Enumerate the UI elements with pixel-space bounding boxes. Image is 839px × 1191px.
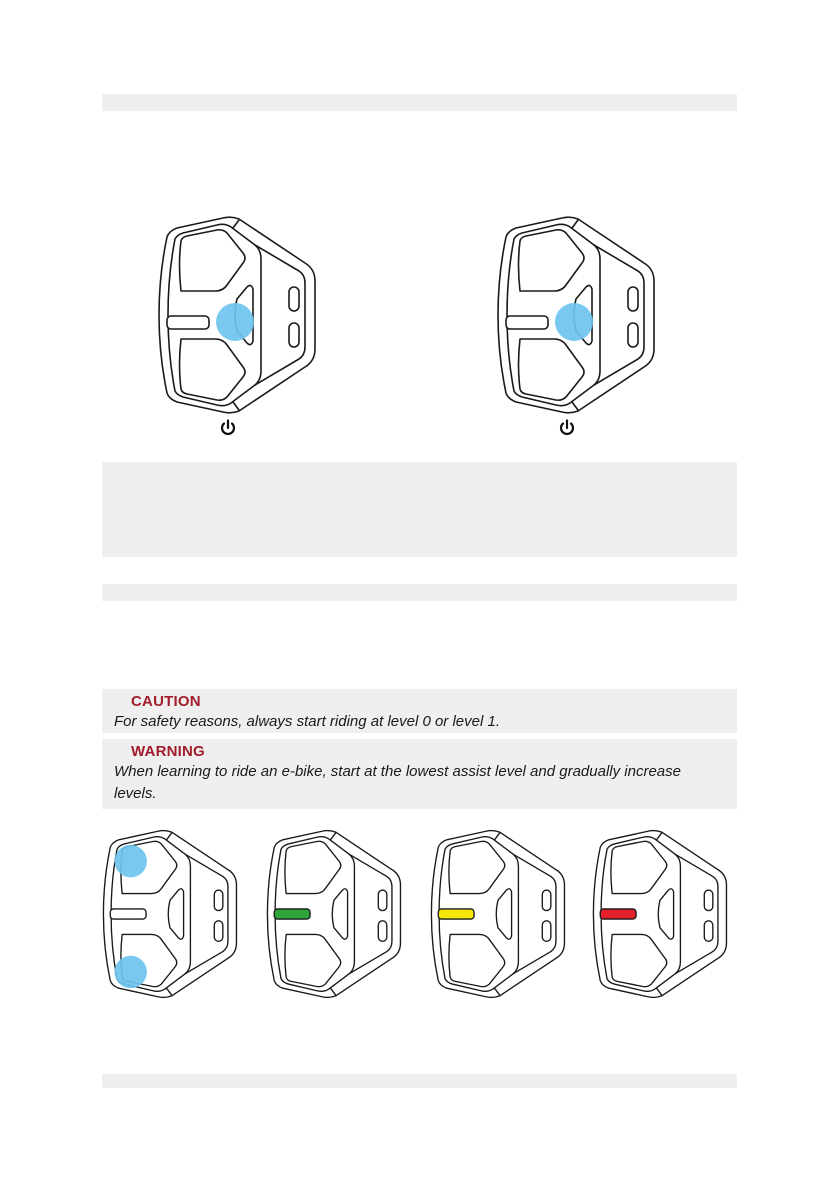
- level-indicator-red: [600, 909, 636, 919]
- section-header-bar-1: [102, 94, 737, 111]
- remote-level-buttons: [100, 828, 245, 1000]
- caution-title: CAUTION: [131, 693, 201, 710]
- level-indicator-green: [274, 909, 310, 919]
- press-highlight: [555, 303, 593, 341]
- section-header-bar-3: [102, 1074, 737, 1088]
- info-panel: [102, 462, 737, 557]
- warning-text: When learning to ride an e-bike, start at the lowest assist level and gradually increase levels.: [114, 763, 681, 802]
- power-icon: [557, 418, 577, 443]
- warning-title: WARNING: [131, 743, 205, 760]
- press-highlight: [216, 303, 254, 341]
- level-indicator-bar: [167, 316, 209, 329]
- press-highlight-down: [115, 956, 147, 988]
- remote-illustration-left: [155, 215, 325, 415]
- remote-illustration-right: [494, 215, 664, 415]
- warning-notice: [102, 739, 737, 809]
- section-header-bar-2: [102, 584, 737, 601]
- caution-notice: [102, 689, 737, 733]
- power-icon: [218, 418, 238, 443]
- level-indicator-bar: [110, 909, 146, 919]
- caution-text: For safety reasons, always start riding at level 0 or level 1.: [114, 713, 501, 730]
- press-highlight-up: [115, 845, 147, 877]
- remote-level-red: [590, 828, 735, 1000]
- level-indicator-bar: [506, 316, 548, 329]
- remote-level-green: [264, 828, 409, 1000]
- level-indicator-yellow: [438, 909, 474, 919]
- remote-level-yellow: [428, 828, 573, 1000]
